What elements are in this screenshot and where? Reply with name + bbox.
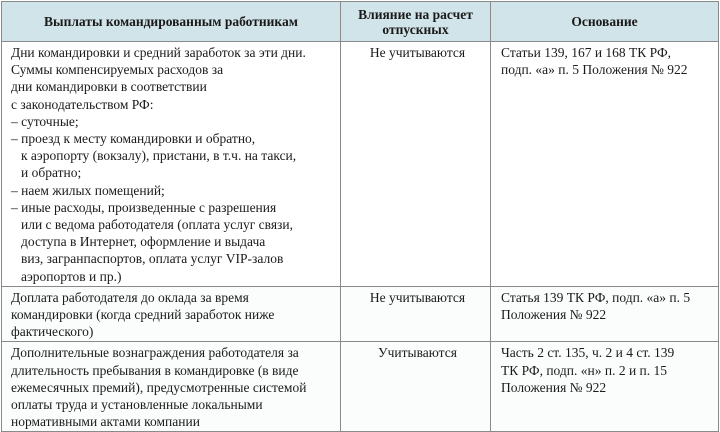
- basis-line: ТК РФ, подп. «н» п. 2 и п. 15: [501, 362, 668, 378]
- header-payments: Выплаты командированным работникам: [2, 2, 341, 42]
- basis-cell: [491, 286, 719, 342]
- header-basis: Основание: [491, 2, 719, 42]
- payment-line: Дополнительные вознаграждения работодателя за: [11, 345, 299, 361]
- payment-cell: [2, 286, 341, 342]
- table-row: [2, 42, 719, 287]
- payment-list-item-continued: к аэропорту (вокзалу), пристани, в т.ч. на такси,: [21, 148, 297, 164]
- table-row: [2, 286, 719, 342]
- basis-line: Часть 2 ст. 135, ч. 2 и 4 ст. 139: [501, 345, 675, 361]
- payment-line: Суммы компенсируемых расходов за: [11, 62, 224, 78]
- payments-table-container: [1, 1, 718, 432]
- header-effect-line1: Влияние на расчет: [358, 6, 473, 22]
- payment-list-item-continued: доступа в Интернет, оформление и выдача: [21, 234, 266, 250]
- payment-cell: [2, 342, 341, 432]
- basis-line: Статья 139 ТК РФ, подп. «а» п. 5: [501, 289, 691, 305]
- payment-list-item: – проезд к месту командировки и обратно,: [11, 131, 256, 147]
- payment-list-item: – иные расходы, произведенные с разрешения: [11, 199, 277, 215]
- payment-list-item-continued: или с ведома работодателя (оплата услуг связи,: [21, 217, 293, 233]
- basis-line: Положения № 922: [501, 379, 607, 395]
- payment-list-item-continued: виз, загранпаспортов, оплата услуг VIP-залов: [21, 251, 284, 267]
- payment-line: нормативными актами компании: [11, 414, 200, 430]
- payment-line: длительность пребывания в командировке (в виде: [11, 362, 299, 378]
- payment-list-item: – суточные;: [11, 113, 79, 129]
- effect-cell: Не учитываются: [341, 42, 491, 287]
- basis-cell: [491, 42, 719, 287]
- table-row: [2, 342, 719, 432]
- business-trip-payments-table: [1, 1, 719, 432]
- header-effect-line2: отпускных: [382, 21, 449, 37]
- basis-line: подп. «а» п. 5 Положения № 922: [501, 62, 688, 78]
- payment-line: с законодательством РФ:: [11, 96, 154, 112]
- payment-line: фактического): [11, 324, 94, 340]
- header-effect: [341, 2, 491, 42]
- payment-line: ежемесячных премий), предусмотренные системой: [11, 379, 307, 395]
- payment-line: Дни командировки и средний заработок за эти дни.: [11, 45, 306, 60]
- payment-list-item: – наем жилых помещений;: [11, 182, 165, 198]
- effect-cell: Не учитываются: [341, 286, 491, 342]
- basis-cell: [491, 342, 719, 432]
- payment-cell: [2, 42, 341, 287]
- payment-list-item-continued: и обратно;: [21, 165, 82, 181]
- basis-line: Статьи 139, 167 и 168 ТК РФ,: [501, 45, 671, 60]
- payment-line: оплаты труда и установленные локальными: [11, 397, 263, 413]
- payment-list-item-continued: аэропортов и пр.): [21, 268, 122, 284]
- payment-line: дни командировки в соответствии: [11, 79, 207, 95]
- payment-line: Доплата работодателя до оклада за время: [11, 289, 249, 305]
- effect-cell: Учитываются: [341, 342, 491, 432]
- basis-line: Положения № 922: [501, 307, 607, 323]
- table-header-row: [2, 2, 719, 42]
- payment-line: командировки (когда средний заработок ниже: [11, 307, 275, 323]
